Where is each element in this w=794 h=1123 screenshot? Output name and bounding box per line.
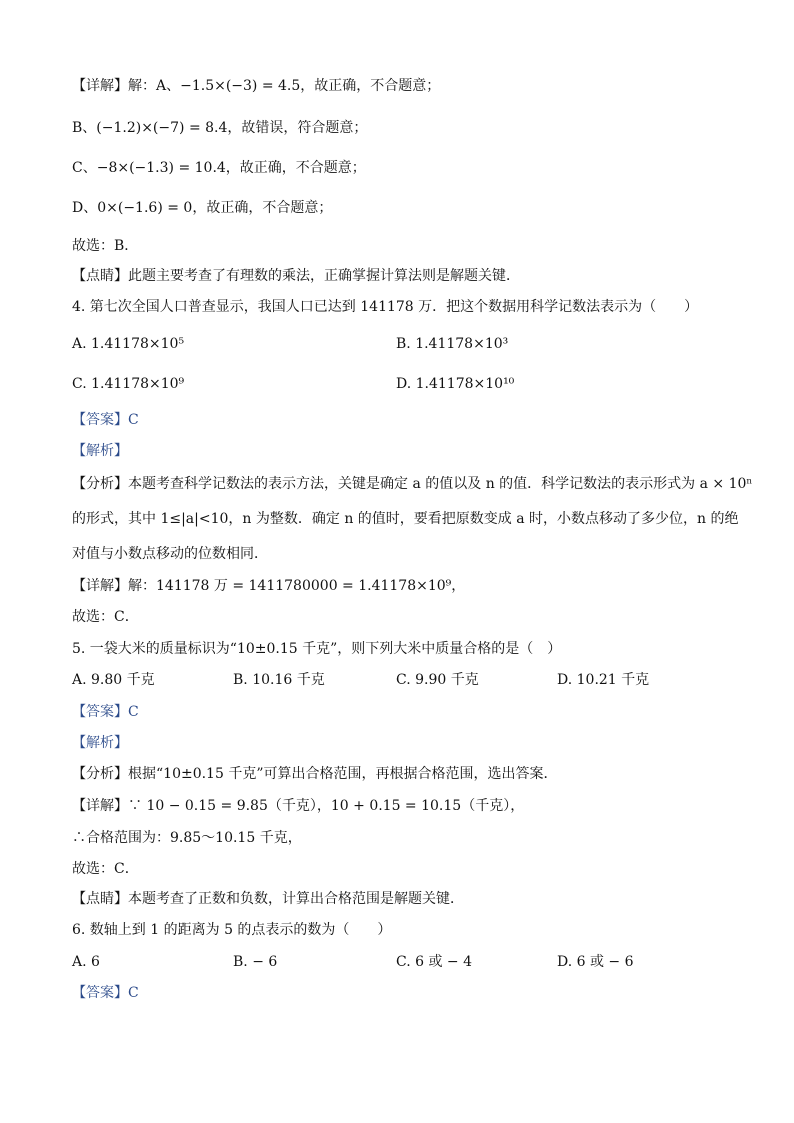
q5-analysis-heading: 【解析】 [72, 735, 128, 751]
q6-option-b: B. − 6 [233, 954, 278, 970]
q4-select: 故选：C． [72, 609, 139, 625]
q5-answer: 【答案】C [72, 704, 139, 720]
q4-answer: 【答案】C [72, 412, 139, 428]
q5-option-d: D. 10.21 千克 [557, 672, 650, 688]
q4-analysis-line-3: 对值与小数点移动的位数相同． [72, 546, 268, 562]
q4-option-b: B. 1.41178×10³ [396, 336, 509, 352]
q6-option-a: A. 6 [72, 954, 100, 970]
q6-option-d: D. 6 或 − 6 [557, 954, 634, 970]
q5-comment: 【点睛】本题考查了正数和负数，计算出合格范围是解题关键． [72, 891, 464, 907]
detail-line-a: 【详解】解：A、−1.5×(−3) = 4.5，故正确，不合题意； [72, 78, 441, 94]
q4-analysis-heading: 【解析】 [72, 443, 128, 459]
question-5: 5. 一袋大米的质量标识为“10±0.15 千克”，则下列大米中质量合格的是（ ） [72, 641, 562, 657]
q5-option-a: A. 9.80 千克 [72, 672, 155, 688]
q5-option-b: B. 10.16 千克 [233, 672, 325, 688]
comment-line: 【点睛】此题主要考查了有理数的乘法，正确掌握计算法则是解题关键． [72, 268, 520, 284]
q4-analysis-line-1: 【分析】本题考查科学记数法的表示方法，关键是确定 a 的值以及 n 的值．科学记数法的表示形式为 a × 10ⁿ [72, 476, 753, 492]
q6-option-c: C. 6 或 − 4 [396, 954, 473, 970]
q5-select: 故选：C． [72, 861, 139, 877]
detail-line-c: C、−8×(−1.3) = 10.4，故正确，不合题意； [72, 160, 366, 176]
question-6: 6. 数轴上到 1 的距离为 5 的点表示的数为（ ） [72, 922, 392, 938]
q4-option-d: D. 1.41178×10¹⁰ [396, 376, 515, 392]
q6-answer: 【答案】C [72, 985, 139, 1001]
q4-option-c: C. 1.41178×10⁹ [72, 376, 185, 392]
q5-option-c: C. 9.90 千克 [396, 672, 479, 688]
q4-detail: 【详解】解：141178 万 = 1411780000 = 1.41178×10⁹， [72, 578, 466, 594]
q4-option-a: A. 1.41178×10⁵ [72, 336, 185, 352]
q5-analysis: 【分析】根据“10±0.15 千克”可算出合格范围，再根据合格范围，选出答案． [72, 766, 558, 782]
detail-line-b: B、(−1.2)×(−7) = 8.4，故错误，符合题意； [72, 120, 368, 136]
q5-range: ∴合格范围为：9.85～10.15 千克， [72, 830, 302, 846]
question-4: 4. 第七次全国人口普查显示，我国人口已达到 141178 万．把这个数据用科学记数法表示为（ ） [72, 299, 699, 315]
detail-line-d: D、0×(−1.6) = 0，故正确，不合题意； [72, 200, 333, 216]
q5-detail: 【详解】∵ 10 − 0.15 = 9.85（千克），10 + 0.15 = 10.15（千克）， [72, 798, 525, 814]
select-answer-b: 故选：B． [72, 238, 139, 254]
q4-analysis-line-2: 的形式，其中 1≤|a|<10，n 为整数．确定 n 的值时，要看把原数变成 a 时，小数点移动了多少位，n 的绝 [72, 511, 739, 527]
